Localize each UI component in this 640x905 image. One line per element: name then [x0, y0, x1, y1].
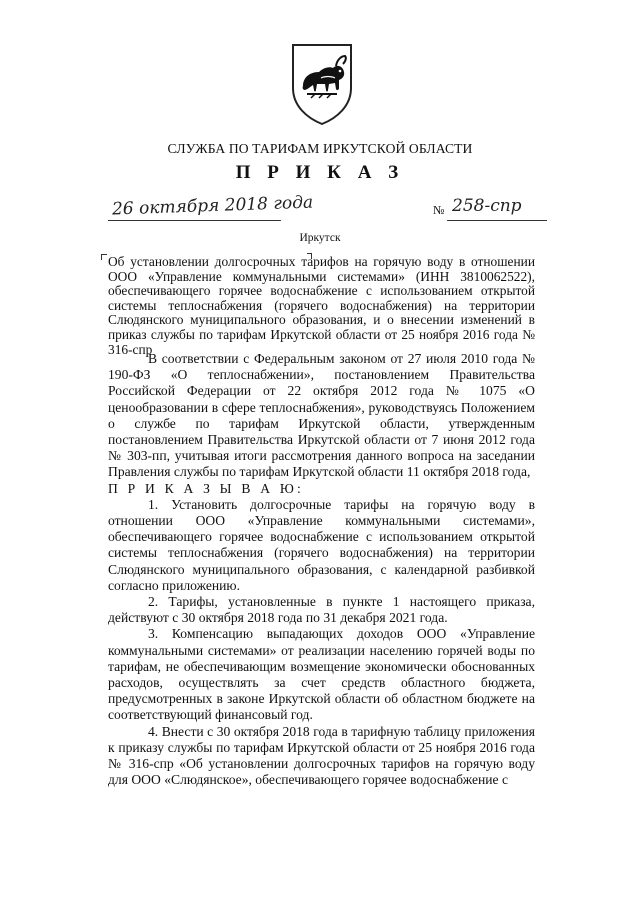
- number-sign: №: [433, 203, 445, 217]
- document-body: [108, 351, 535, 788]
- order-item-4: 4. Внести с 30 октября 2018 года в тарифную таблицу приложения к приказу службы по тарифам Иркутской области от 25 ноября 2016 года № 316-спр «Об установлении долгосрочных тарифов на горячую воду для ООО «Слюдянское», обеспечивающего горячее водоснабжение с: [108, 723, 535, 788]
- document-type-title: П Р И К А З: [235, 162, 405, 183]
- document-subject: Об установлении долгосрочных тарифов на горячую воду в отношении ООО «Управление коммунальными системами» (ИНН 3810062522), обеспечивающего горячее водоснабжение с использованием открытой системы теплоснабжения (горячего водоснабжения) на территории Слюдянского муниципального образования, и о внесении изменений в приказ службы по тарифам Иркутской области от 25 ноября 2016 года № 316-спр: [108, 254, 535, 357]
- document-date: 26 октября 2018 года: [111, 192, 314, 220]
- order-item-2: 2. Тарифы, установленные в пункте 1 настоящего приказа, действуют с 30 октября 2018 года по 31 декабря 2021 года.: [108, 594, 535, 626]
- subject-bracket-left: [101, 254, 107, 260]
- number-underline: [447, 220, 547, 221]
- order-item-3: 3. Компенсацию выпадающих доходов ООО «Управление коммунальными системами» от реализации населению горячей воды по тарифам, не обеспечивающим возмещение экономически обоснованных расходов, осуществлять за счет средств областного бюджета, предусмотренных в законе Иркутской области об областном бюджете на соответствующий финансовый год.: [108, 626, 535, 723]
- city-name: Иркутск: [299, 232, 341, 244]
- orders-word: П Р И К А З Ы В А Ю:: [108, 480, 304, 496]
- preamble-paragraph: В соответствии с Федеральным законом от 27 июля 2010 года № 190-ФЗ «О теплоснабжении», постановлением Правительства Российской Федерации от 22 октября 2012 года № 1075 «О ценообразовании в сфере теплоснабжения», руководствуясь Положением о службе по тарифам Иркутской области, утвержденным постановлением Правительства Иркутской области от 7 июня 2012 года № 303-пп, учитывая итоги рассмотрения данного вопроса на заседании Правления службы по тарифам Иркутской области 11 октября 2018 года,: [108, 351, 535, 480]
- date-underline: [108, 220, 281, 221]
- document-number: 258-спр: [452, 196, 522, 216]
- agency-name: СЛУЖБА ПО ТАРИФАМ ИРКУТСКОЙ ОБЛАСТИ: [167, 141, 473, 156]
- coat-of-arms-emblem: [289, 42, 355, 126]
- order-item-1: 1. Установить долгосрочные тарифы на горячую воду в отношении ООО «Управление коммунальными системами», обеспечивающего горячее водоснабжение с использованием открытой системы теплоснабжения (горячего водоснабжения) на территории Слюдянского муниципального образования, с календарной разбивкой согласно приложению.: [108, 496, 535, 593]
